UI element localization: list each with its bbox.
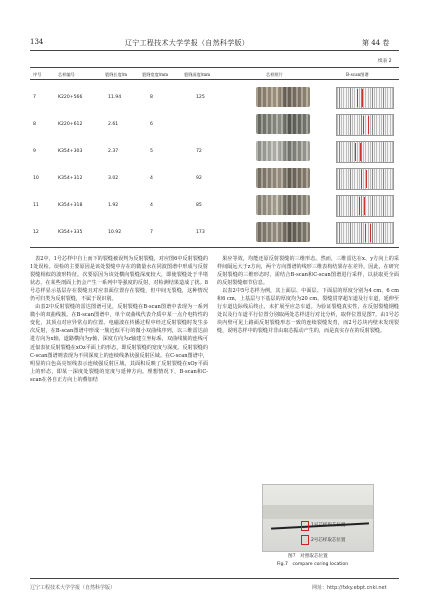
cell-depth: 85: [196, 203, 202, 208]
cell-no: 7: [33, 95, 36, 100]
core-2-marker: [301, 535, 309, 545]
cell-width: 4: [150, 203, 153, 208]
bscan-image: [336, 168, 394, 190]
cell-length: 3.02: [108, 176, 119, 181]
core-1-label: 1号芯样取芯位置: [311, 523, 346, 528]
bscan-image: [336, 114, 394, 136]
core-photo: [256, 195, 310, 215]
cell-width: 8: [150, 95, 153, 100]
cell-id: K354+312: [58, 176, 83, 181]
figure-caption-en: Fig.7 compare coring location: [277, 562, 349, 567]
journal-title: 辽宁工程技术大学学报（自然科学版）: [125, 39, 250, 47]
left-column: [30, 255, 208, 384]
volume-label: 第 44 卷: [362, 39, 390, 47]
cell-id: K220+612: [58, 122, 83, 127]
bscan-image: [336, 87, 394, 109]
right-column: [217, 255, 399, 335]
core-photo: [256, 114, 310, 134]
cell-no: 11: [33, 203, 39, 208]
cell-no: 10: [33, 176, 39, 181]
cell-width: 7: [150, 230, 153, 235]
cell-width: 4: [150, 176, 153, 181]
core-photo: [256, 87, 310, 107]
cell-id: K354+318: [58, 203, 83, 208]
col-header-photo: 芯样照片: [266, 72, 283, 77]
core-photo: [256, 141, 310, 161]
bscan-image: [336, 222, 394, 244]
col-header-depth: 裂缝深度/mm: [184, 72, 211, 77]
table-row: [30, 86, 399, 108]
cell-depth: 173: [196, 230, 205, 235]
cell-id: K354+303: [58, 149, 83, 154]
paragraph: 表2中，1号芯样中自上而下的裂缝被误判为反射裂缝，对应图6中反射裂缝的1处误检。误检的主要原因是该处裂缝中存在的微量水在同波图谱中形成与反射裂缝相似的波形特征。次要原因为该处横向裂缝深度较大，即使裂缝处于半堵状态，在某些剖面上仍会产生一系列中等强度的反射，对检测结果造成了扰。8号芯样显示基层存在裂缝且对应表面位置存在裂缝，但中间无裂缝，这种情况仍可归类为反射裂缝，不属于误识别。: [30, 256, 208, 303]
cell-depth: 125: [196, 95, 205, 100]
table-top-rule: [30, 67, 399, 68]
cell-length: 2.61: [108, 122, 119, 127]
table-continued-label: 续表 2: [378, 59, 392, 64]
col-header-width: 裂缝宽度/mm: [142, 72, 169, 77]
bscan-image: [336, 141, 394, 163]
cell-length: 10.92: [108, 230, 122, 235]
cell-depth: 92: [196, 176, 202, 181]
cell-no: 8: [33, 122, 36, 127]
table-row: [30, 113, 399, 135]
cell-length: 1.92: [108, 203, 119, 208]
cell-length: 2.37: [108, 149, 119, 154]
cell-id: K354+335: [58, 230, 83, 235]
core-1-marker: [301, 521, 309, 531]
header-rule: [30, 50, 399, 51]
cell-width: 5: [150, 149, 153, 154]
footer-url: 网址：http://fxky.ebpt.cnki.net: [312, 585, 387, 591]
cell-id: K220+566: [58, 95, 83, 100]
core-photo: [256, 168, 310, 188]
paragraph: 果应等效，均能还原反射裂缝的三维形态。然而，三维雷达在x、y方向上的采样间隔远大于z方向，两个方向图谱的线形三维表构结果存在差异。因此，在研究反射裂缝的三维形态时，需结合B-scan和C-scan图谱进行采样，以获取更全面的反射裂缝细节信息。: [217, 256, 399, 287]
figure-caption-cn: 图7 对照取芯位置: [288, 554, 328, 559]
paragraph: 由表2中反射裂缝的雷达图谱可见，反射裂缝在B-scan图谱中表现为一系列微小的双曲线簇。在B-scan图谱中，单个双曲线代表介质中某一点介电特性的变化，其顶点对应异常点的位置。电磁波在传播过程中经过反射裂缝时发生多次反射，在B-scan图谱中形成一簇近似平行的微小双曲线序列，以三维雷达前进方向为x轴，道路横向为y轴，深度方向为z轴建立坐标系，双曲线簇的连线可近似表征反射裂缝在xOz平面上的形态，即反射裂缝的宽度与深度。反射裂缝的C-scan图谱则表现为不同深度上的连续线条状强反射区域。在C-scan图谱中，明显的白色高亮短线表示连续强反射区域，其面积反映了反射裂缝在xOy平面上的形态，即某一深度处裂缝的宽度与延伸方向。理想情况下，B-scan和C-scan在各自正方向上的叠加结: [30, 304, 208, 383]
footer-journal: 辽宁工程技术大学学报（自然科学版）: [30, 585, 116, 591]
cell-no: 12: [33, 230, 39, 235]
cell-no: 9: [33, 149, 36, 154]
cell-length: 11.94: [108, 95, 122, 100]
col-header-id: 芯样编号: [58, 72, 75, 77]
coring-location-photo: [262, 484, 374, 552]
core-2-label: 2号芯样取芯位置: [311, 538, 346, 543]
cell-depth: 72: [196, 149, 202, 154]
table-bottom-rule: [30, 247, 399, 248]
col-header-bscan: B-scan图谱: [346, 72, 369, 77]
col-header-no: 序号: [33, 72, 42, 77]
core-photo: [256, 222, 310, 242]
table-row: [30, 194, 399, 216]
table-row: [30, 140, 399, 162]
table-row: [30, 167, 399, 189]
page-number: 134: [30, 38, 44, 46]
paragraph: 以表2中5号芯样为例，其上面层、中面层、下面层的厚度分别为4 cm、6 cm和6 cm，上基层与下基层的厚度均为20 cm，裂缝贯穿超车道及行车道，延伸至行车道边际线后终止，未扩展至应急车道。为验证裂缝真实性，在反射裂缝钢缝处以及行车道平行位置分别取两处芯样进行对比分析，取样位置见图7。由1号芯块内壁可见上路面反射裂缝形态一致的连续裂缝发育，而2号芯块内壁未发现裂缝，说明芯样中的裂缝并非由取芯振动产生的，而是真实存在的反射裂缝。: [217, 288, 399, 335]
bscan-image: [336, 195, 394, 217]
cell-width: 6: [150, 122, 153, 127]
col-header-length: 裂缝长度/m: [105, 72, 128, 77]
table-row: [30, 221, 399, 243]
footer-rule: [30, 578, 399, 579]
table-header-rule: [30, 79, 399, 80]
